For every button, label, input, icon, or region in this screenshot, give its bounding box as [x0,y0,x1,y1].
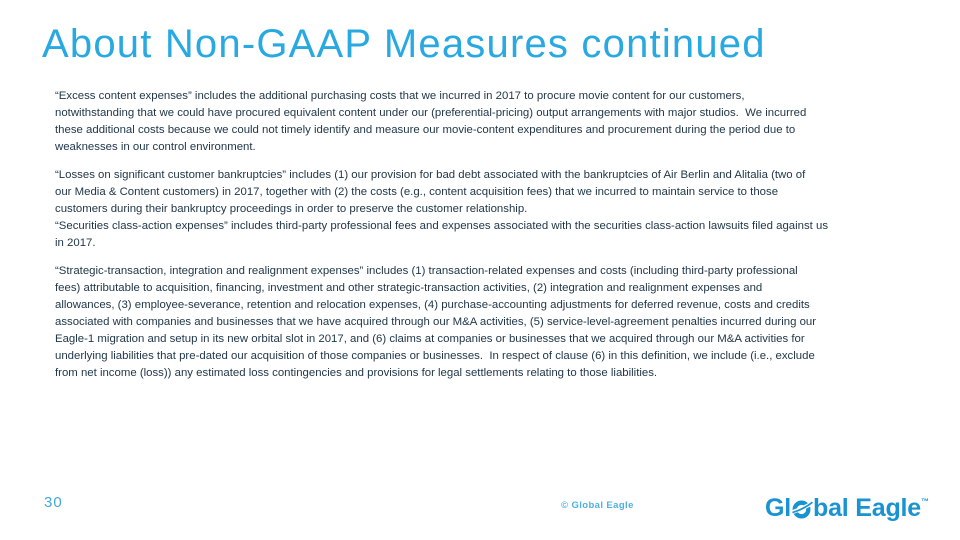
text-line: associated with companies and businesses that we have acquired through our M&A activities, (5) service-level-agreement penalties incurred during our [55,315,817,328]
text-line: “Securities class-action expenses” includes third-party professional fees and expenses associated with the securities class-action lawsuits filed against us [55,219,829,232]
text-line: “Strategic-transaction, integration and realignment expenses” includes (1) transaction-related expenses and costs (including third-party professional [55,265,798,278]
globe-orbit-o-icon [792,498,813,518]
paragraph-excess-content-expenses [55,88,925,156]
trademark-symbol: ™ [921,497,929,506]
text-line: these additional costs because we could not timely identify and measure our movie-content expenditures and procurement during the period due to [55,123,796,136]
page-title: About Non-GAAP Measures continued [42,22,766,66]
text-line: underlying liabilities that pre-dated our acquisition of those companies or businesses. In respect of clause (6) in this definition, we include (i.e., exclude [55,349,815,362]
logo-text-bal-eagle: bal Eagle [813,494,921,522]
text-line: Eagle-1 migration and setup in its new orbital slot in 2017, and (6) claims at companies or businesses that we acquired through our M&A activities for [55,332,805,345]
global-eagle-logo [765,489,929,521]
paragraph-customer-bankruptcies-securities [55,167,925,252]
text-line: notwithstanding that we could have procured equivalent content under our (preferential-pricing) output arrangements with major studios. We incurred [55,106,807,119]
text-line: “Excess content expenses” includes the additional purchasing costs that we incurred in 2017 to procure movie content for our customers, [55,90,745,102]
copyright-text: © Global Eagle [561,500,634,511]
paragraph-strategic-transaction [55,263,925,381]
text-line: weaknesses in our control environment. [55,140,256,153]
text-line: in 2017. [55,236,96,249]
text-line: “Losses on significant customer bankruptcies” includes (1) our provision for bad debt associated with the bankruptcies of Air Berlin and Alitalia (two of [55,169,806,182]
text-line: our Media & Content customers) in 2017, together with (2) the costs (e.g., content acquisition fees) that we incurred to maintain service to those [55,186,779,199]
page-number: 30 [44,494,63,511]
text-line: customers during their bankruptcy proceedings in order to preserve the customer relationship. [55,202,528,215]
body-text [55,88,925,393]
text-line: from net income (loss)) any estimated loss contingencies and provisions for legal settlements relating to those liabilities. [55,366,658,379]
text-line: allowances, (3) employee-severance, retention and relocation expenses, (4) purchase-accounting adjustments for deferred revenue, costs and credits [55,298,810,311]
text-line: fees) attributable to acquisition, financing, investment and other strategic-transaction activities, (2) integration and realignment expenses and [55,282,763,295]
logo-text-gl: Gl [765,494,792,522]
